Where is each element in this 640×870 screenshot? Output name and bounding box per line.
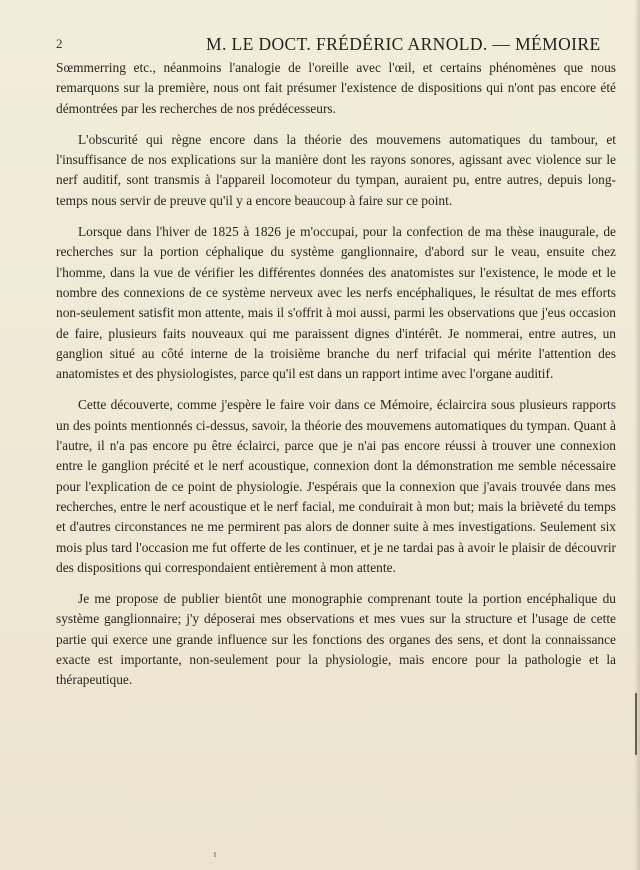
running-title: M. LE DOCT. FRÉDÉRIC ARNOLD. — MÉMOIRE [206,34,601,54]
page-header [56,34,616,54]
paragraph-2: L'obscurité qui règne encore dans la théorie des mouvemens automatiques du tambour, et l'insuffisance de nos explications sur la manière dont les rayons sonores, agissant avec violence sur le nerf auditif, sont transmis à l'appareil locomoteur du tympan, auraient pu, entre autres, depuis long-temps nous servir de preuve qu'il y a encore beaucoup à faire sur ce point. [56,131,616,208]
paper-speck [214,852,216,857]
body-text [56,58,616,702]
margin-mark [635,693,637,755]
paragraph-5: Je me propose de publier bientôt une monographie comprenant toute la portion encéphalique du système ganglionnaire; j'y déposerai mes observations et mes vues sur la structure et l'usage de cette partie qui exerce une grande influence sur les fonctions des organes des sens, et dont la connaissance exacte est importante, non-seulement pour la physiologie, mais encore pour la pathologie et la thérapeutique. [56,591,616,688]
paragraph-1: Sœmmerring etc., néanmoins l'analogie de l'oreille avec l'œil, et certains phénomènes que nous remarquons sur la première, nous ont fait présumer l'existence de dispositions qui n'ont pas encore été démontrées par les recherches de nos prédécesseurs. [56,60,616,116]
paragraph-3: Lorsque dans l'hiver de 1825 à 1826 je m'occupai, pour la confection de ma thèse inaugurale, de recherches sur la portion céphalique du système ganglionnaire, d'abord sur le veau, ensuite chez l'homme, dans la vue de vérifier les différentes données des anatomistes sur l'existence, le mode et le nombre des connexions de ce système nerveux avec les nerfs encéphaliques, le résultat de mes efforts non-seulement satisfit mon attente, mais il s'offrit à moi aussi, parmi les observations que j'eus occasion de faire, plusieurs faits nouveaux qui me paraissent dignes d'intérêt. Je nommerai, entre autres, un ganglion situé au côté interne de la troisième branche du nerf trifacial qui mérite l'attention des anatomistes et des physiologistes, parce qu'il est dans un rapport intime avec l'organe auditif. [56,224,616,382]
paragraph-4: Cette découverte, comme j'espère le faire voir dans ce Mémoire, éclaircira sous plusieurs rapports un des points mentionnés ci-dessus, savoir, la théorie des mouvemens automatiques du tympan. Quant à l'autre, il n'a pas encore pu être éclairci, parce que je n'ai pas encore réussi à trouver une connexion entre le ganglion précité et le nerf acoustique, connexion dont la démonstration me semble nécessaire pour l'explication de ce point de physiologie. J'espérais que la connexion que j'avais trouvée dans mes recherches, entre le nerf acoustique et le nerf facial, me conduirait à mon but; mais la brièveté du temps et d'autres circonstances ne me permirent pas alors de donner suite à mes investigations. Seulement six mois plus tard l'occasion me fut offerte de les continuer, et je ne tardai pas à avoir le plaisir de découvrir des dispositions qui correspondaient entièrement à mon attente. [56,397,616,575]
page-number: 2 [56,36,63,51]
